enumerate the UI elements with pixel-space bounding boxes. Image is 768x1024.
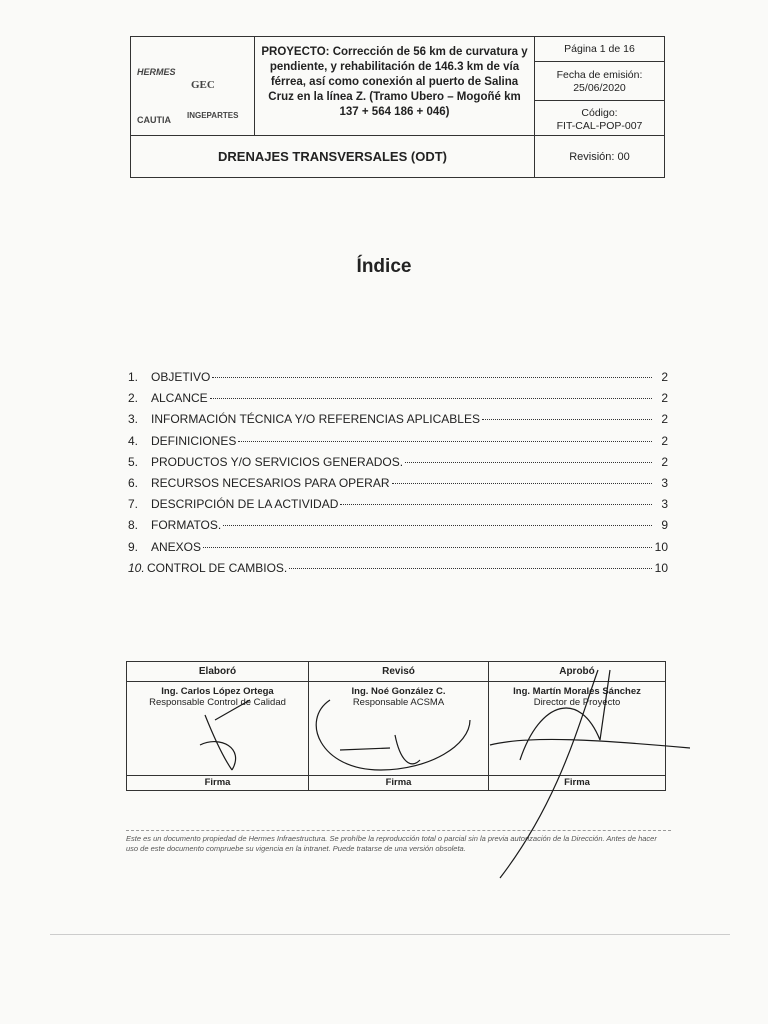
signer-role: Director de Proyecto [533,697,621,708]
index-title: Índice [356,256,412,277]
toc-page: 3 [661,497,668,512]
toc-page: 10 [654,539,668,554]
toc-page: 10 [654,560,668,575]
firma-label: Firma [309,775,488,790]
toc-leader [289,568,652,569]
document-title: DRENAJES TRANSVERSALES (ODT) [131,135,535,177]
toc-number: 3. [128,412,139,427]
page-number: Página 1 de 16 [535,37,664,62]
toc-leader [482,419,652,420]
firma-label: Firma [127,775,308,790]
toc-label: FORMATOS. [151,518,222,533]
toc-page: 2 [661,454,668,469]
toc-label: INFORMACIÓN TÉCNICA Y/O REFERENCIAS APLICABLES [151,412,480,427]
toc-number: 5. [128,454,139,469]
signature-reviso [309,662,489,790]
signer-role: Responsable Control de Calidad [149,697,286,708]
meta-cells [535,37,664,135]
toc-label: ANEXOS [151,539,202,554]
signature-aprobo [489,662,665,790]
project-description: PROYECTO: Corrección de 56 km de curvatura y pendiente, y rehabilitación de 146.3 km de vía férrea, así como conexión al puerto de Salina Cruz en la línea Z. (Tramo Ubero – Mogoñé km 137 + 564 186 + 046) [255,37,535,135]
toc-item[interactable] [128,412,668,433]
toc-label: DEFINICIONES [151,433,237,448]
issue-date-label: Fecha de emisión: [556,69,643,81]
signer-name: Ing. Noé González C. [351,686,446,697]
toc-leader [223,525,652,526]
toc-page: 2 [661,370,668,384]
signer-name: Ing. Martín Morales Sánchez [513,686,641,697]
toc-leader [203,547,652,548]
signature-head: Revisó [309,662,488,682]
toc-number: 8. [128,518,139,533]
toc-item[interactable] [128,370,668,391]
toc-page: 2 [661,433,668,448]
toc-label: ALCANCE [151,391,208,406]
code-cell [535,101,664,135]
toc-item[interactable] [128,476,668,497]
firma-label: Firma [489,775,665,790]
toc-number: 7. [128,497,139,512]
toc-label: RECURSOS NECESARIOS PARA OPERAR [151,475,390,490]
toc-item[interactable] [128,561,668,582]
issue-date-cell [535,62,664,101]
toc-number: 4. [128,433,139,448]
footer-divider [50,934,730,935]
toc-page: 9 [661,518,668,533]
issue-date: 25/06/2020 [573,82,626,94]
document-code: FIT-CAL-POP-007 [556,120,643,132]
toc-leader [212,377,652,378]
table-of-contents [128,370,668,582]
signer-role: Responsable ACSMA [352,697,445,708]
toc-leader [210,398,652,399]
toc-leader [340,504,652,505]
toc-item[interactable] [128,497,668,518]
toc-number: 9. [128,539,139,554]
toc-item[interactable] [128,455,668,476]
hermes-logo: HERMES [137,67,176,77]
toc-label: OBJETIVO [151,370,211,384]
toc-item[interactable] [128,434,668,455]
disclaimer: Este es un documento propiedad de Hermes Infraestructura. Se prohíbe la reproducción total o parcial sin la previa autorización de la Dirección. Antes de hacer uso de este documento compruebe su vigencia en la intranet. Puede tratarse de una versión obsoleta. [126,830,671,854]
ingepartes-logo: INGEPARTES [187,111,239,120]
toc-label: CONTROL DE CAMBIOS. [147,560,288,575]
toc-page: 3 [661,475,668,490]
signature-table [126,661,666,791]
toc-page: 2 [661,391,668,406]
toc-label: PRODUCTOS Y/O SERVICIOS GENERADOS. [151,454,404,469]
toc-leader [405,462,652,463]
toc-item[interactable] [128,540,668,561]
toc-label: DESCRIPCIÓN DE LA ACTIVIDAD [151,497,339,512]
toc-item[interactable] [128,391,668,412]
toc-page: 2 [661,412,668,427]
signature-head: Elaboró [127,662,308,682]
header-table [130,36,665,178]
toc-item[interactable] [128,518,668,539]
logos-cell [131,37,255,135]
signature-head: Aprobó [489,662,665,682]
cautia-logo: CAUTIA [137,115,171,125]
toc-number: 2. [128,391,139,406]
toc-number: 6. [128,475,139,490]
gec-logo: GEC [191,79,215,91]
toc-number: 10. [128,560,145,575]
code-label: Código: [581,107,618,119]
signature-elaboro [127,662,309,790]
toc-leader [392,483,653,484]
revision: Revisión: 00 [535,135,664,177]
signer-name: Ing. Carlos López Ortega [161,686,274,697]
toc-leader [238,441,652,442]
toc-number: 1. [128,370,139,384]
